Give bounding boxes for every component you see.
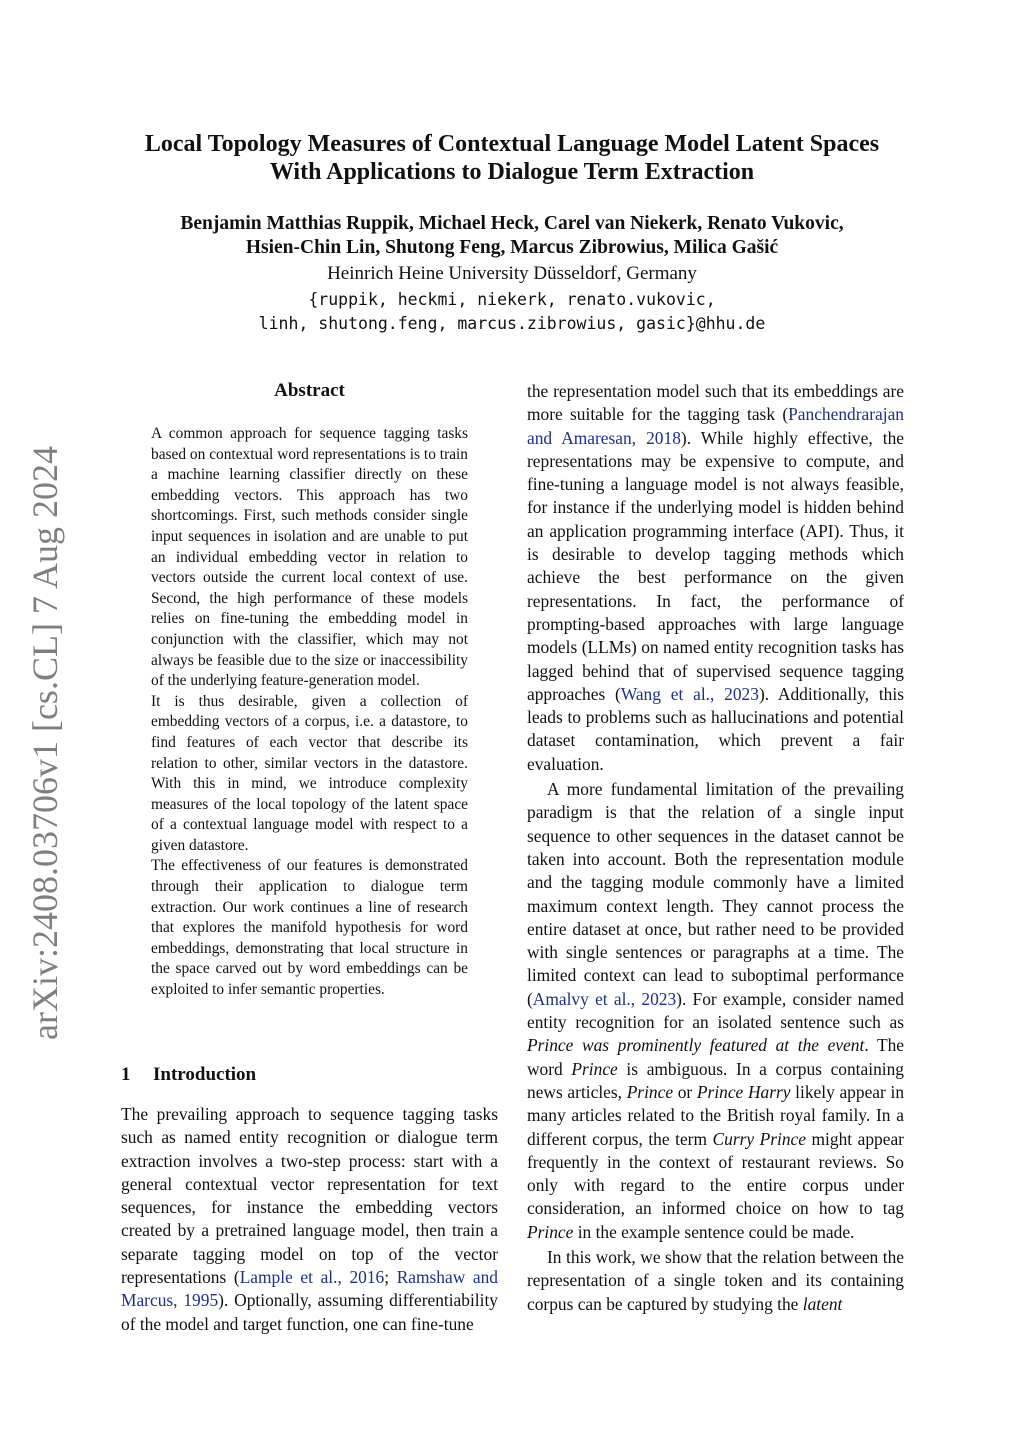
intro-text: A more fundamental limitation of the prevailing paradigm is that the relation of a single input sequence to other sequences in the dataset cannot be taken into account. Both the representation module and the tagging module commonly have a limited maximum context length. They cannot process the entire dataset at once, but rather need to be provided with single sentences or paragraphs at a time. The limited context can lead to suboptimal performance ( [527,779,904,1009]
authors-line-2: Hsien-Chin Lin, Shutong Feng, Marcus Zibrowius, Milica Gašić [245,237,779,258]
intro-text: ). While highly effective, the representations may be expensive to compute, and fine-tuning a language model is not always feasible, for instance if the underlying model is hidden behind an application programming interface (API). Thus, it is desirable to develop tagging methods which achieve the best performance on the given representations. In fact, the performance of prompting-based approaches with large language models (LLMs) on named entity recognition tasks has lagged behind that of supervised sequence tagging approaches ( [527,427,904,704]
intro-text: might appear frequently in the context of restaurant reviews. So only with regard to the entire corpus under consideration, an informed choice on how to tag [527,1128,904,1219]
intro-text: ; [384,1267,397,1288]
arxiv-identifier-stamp: arXiv:2408.03706v1 [cs.CL] 7 Aug 2024 [25,446,65,1040]
section-heading-introduction [121,1063,498,1087]
term-prince: Prince [527,1221,574,1242]
intro-text: . The word [527,1035,905,1079]
intro-paragraph-1-continued [527,380,904,776]
term-curry-prince: Curry Prince [712,1128,806,1149]
citation-link-lample[interactable]: Lample et al., 2016 [239,1267,385,1288]
citation-link-panchendrarajan[interactable]: Panchendrarajan and Amaresan, 2018 [527,404,904,448]
intro-paragraph-3 [527,1246,904,1316]
paper-title [100,130,924,186]
intro-text: In this work, we show that the relation between the representation of a single token and its containing corpus can be captured by studying the [527,1246,904,1314]
abstract-heading: Abstract [274,380,345,401]
citation-link-ramshaw[interactable]: Ramshaw and Marcus, 1995 [121,1267,498,1311]
citation-link-wang[interactable]: Wang et al., 2023 [620,683,759,704]
section-number: 1 [121,1064,131,1085]
intro-text: The prevailing approach to sequence tagging tasks such as named entity recognition or dialogue term extraction involves a two-step process: start with a general contextual vector representation for text sequences, for instance the embedding vectors created by a pretrained language model, then train a separate tagging model on top of the vector representations ( [121,1104,498,1288]
section-title: Introduction [153,1064,257,1085]
abstract-body [151,424,468,1001]
authors-line-1: Benjamin Matthias Ruppik, Michael Heck, Carel van Niekerk, Renato Vukovic, [180,213,844,234]
title-line-1: Local Topology Measures of Contextual Language Model Latent Spaces [144,131,880,157]
intro-text: or [673,1081,697,1102]
intro-text: ). Additionally, this leads to problems such as hallucinations and potential dataset contamination, which prevent a fair evaluation. [527,683,904,774]
term-prince-harry: Prince Harry [696,1081,791,1102]
intro-text-right-head: the representation model such that its embeddings are more suitable for the tagging task ( [527,381,904,425]
abstract-paragraph: It is thus desirable, given a collection of embedding vectors of a corpus, i.e. a datastore, to find features of each vector that describe its relation to other, similar vectors in the datastore. With this in mind, we introduce complexity measures of the local topology of the latent space of a contextual language model with respect to a given datastore. [151,692,468,854]
affiliation: Heinrich Heine University Düsseldorf, Germany [327,263,697,284]
intro-text: likely appear in many articles related to the British royal family. In a different corpus, the term [527,1081,905,1149]
intro-left-column [121,1103,498,1336]
abstract-paragraph: The effectiveness of our features is demonstrated through their application to dialogue term extraction. Our work continues a line of research that explores the manifold hypothesis for word embeddings, demonstrating that local structure in the space carved out by word embeddings can be exploited to infer semantic properties. [151,857,468,999]
term-latent: latent [802,1293,843,1314]
term-prince: Prince [626,1081,674,1102]
emails-line-1: {ruppik, heckmi, niekerk, renato.vukovic, [308,290,716,309]
intro-paragraph-2 [527,778,904,1244]
intro-text: in the example sentence could be made. [573,1221,855,1242]
intro-text-left-tail: ). Optionally, assuming differentiability of the model and target function, one can fine-tune [121,1290,498,1334]
term-prince: Prince [571,1058,618,1079]
title-line-2: With Applications to Dialogue Term Extraction [269,159,755,185]
intro-text: is ambiguous. In a corpus containing news articles, [527,1058,904,1102]
author-list [100,212,924,260]
example-sentence: Prince was prominently featured at the event [527,1035,865,1056]
abstract-paragraph: A common approach for sequence tagging tasks based on contextual word representations is to train a machine learning classifier directly on these embedding vectors. This approach has two shortcomings. First, such methods consider single input sequences in isolation and are unable to put an individual embedding vector in relation to vectors outside the current local context of use. Second, the high performance of these models relies on fine-tuning the embedding model in conjunction with the classifier, which may not always be feasible due to the size or inaccessibility of the underlying feature-generation model. [151,425,468,690]
intro-text: ). For example, consider named entity recognition for an isolated sentence such as [527,988,904,1033]
author-emails [100,288,924,336]
right-column [527,380,904,1316]
emails-line-2: linh, shutong.feng, marcus.zibrowius, gasic}@hhu.de [258,314,766,333]
citation-link-amalvy[interactable]: Amalvy et al., 2023 [532,988,677,1009]
